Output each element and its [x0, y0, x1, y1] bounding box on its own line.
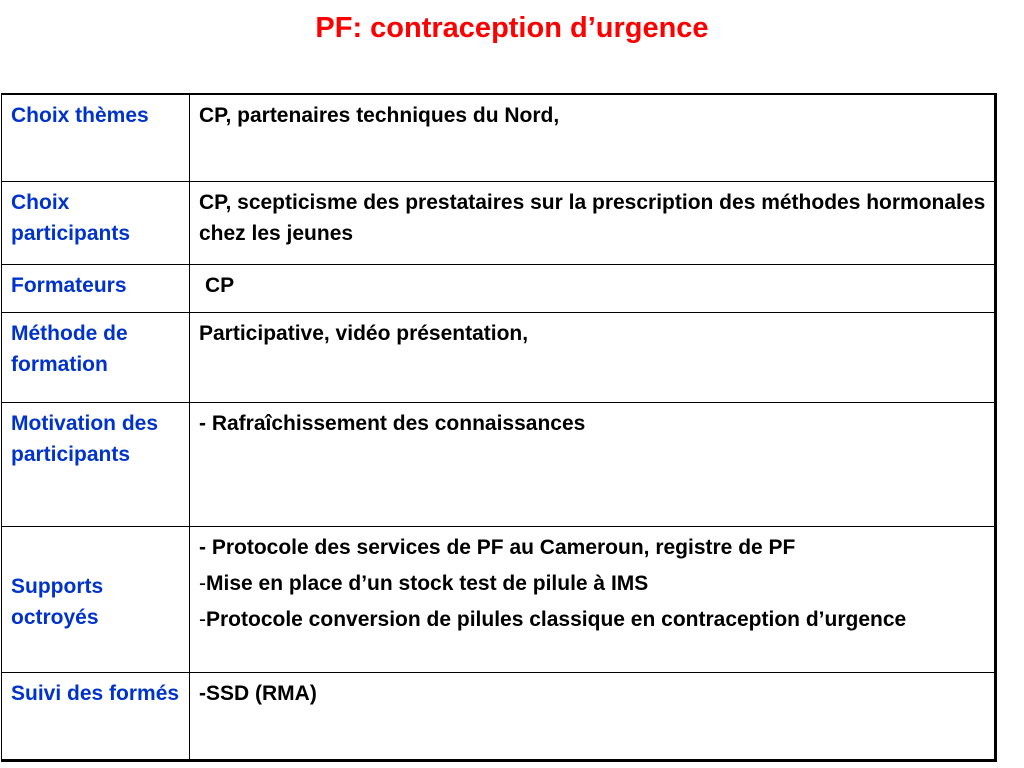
support-item — [199, 604, 986, 635]
table-row — [2, 402, 996, 526]
row-label-formateurs: Formateurs — [2, 264, 190, 312]
training-table — [1, 93, 997, 762]
support-item — [199, 568, 986, 599]
row-value-motivation-participants: - Rafraîchissement des connaissances — [190, 402, 996, 526]
row-label-motivation-participants: Motivation des participants — [2, 402, 190, 526]
row-label-supports-octroyes: Supports octroyés — [2, 526, 190, 672]
table-row — [2, 181, 996, 264]
table-row — [2, 264, 996, 312]
support-item-text: Mise en place d’un stock test de pilule à IMS — [206, 571, 649, 595]
slide-title: PF: contraception d’urgence — [315, 12, 709, 44]
table-row — [2, 94, 996, 181]
bullet-dash: - — [199, 571, 206, 595]
row-value-formateurs: CP — [190, 264, 996, 312]
bullet-dash: - — [199, 607, 206, 631]
support-item-text: Protocole conversion de pilules classique en contraception d’urgence — [206, 607, 907, 631]
support-item: - Protocole des services de PF au Cameroun, registre de PF — [199, 535, 796, 559]
table-row — [2, 526, 996, 672]
row-value-choix-participants: CP, scepticisme des prestataires sur la prescription des méthodes hormonales chez les jeunes — [190, 181, 996, 264]
row-label-choix-themes: Choix thèmes — [2, 94, 190, 181]
table-row — [2, 672, 996, 760]
row-label-choix-participants: Choix participants — [2, 181, 190, 264]
row-value-choix-themes: CP, partenaires techniques du Nord, — [190, 94, 996, 181]
row-value-methode-formation: Participative, vidéo présentation, — [190, 312, 996, 402]
row-value-suivi-formes: -SSD (RMA) — [190, 672, 996, 760]
row-value-supports-octroyes — [190, 526, 996, 672]
table-row — [2, 312, 996, 402]
row-label-suivi-formes: Suivi des formés — [2, 672, 190, 760]
row-label-methode-formation: Méthode de formation — [2, 312, 190, 402]
